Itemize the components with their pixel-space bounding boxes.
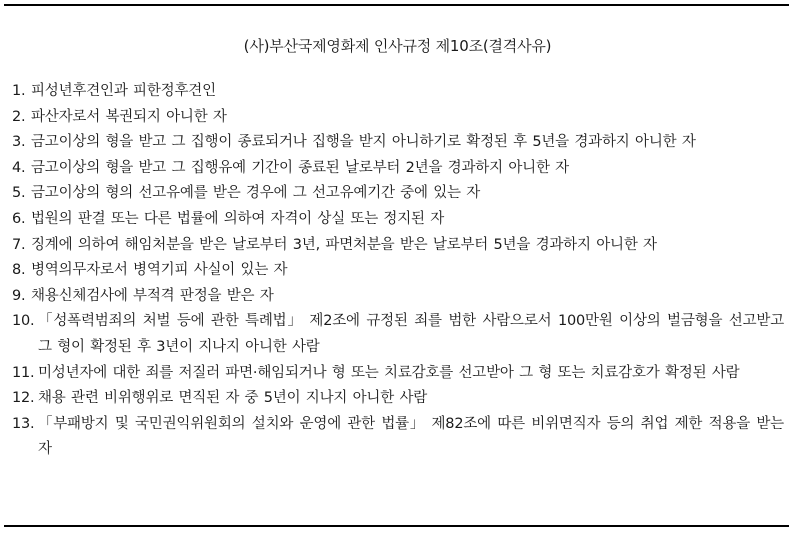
item-text: 금고이상의 형을 받고 그 집행이 종료되거나 집행을 받지 아니하기로 확정된 후 5년을 경과하지 아니한 자 <box>31 134 696 151</box>
item-text: 법원의 판결 또는 다른 법률에 의하여 자격이 상실 또는 정지된 자 <box>31 210 445 227</box>
list-item <box>12 412 784 463</box>
item-text: 채용 관련 비위행위로 면직된 자 중 5년이 지나지 아니한 사람 <box>38 390 428 407</box>
list-item <box>12 130 784 156</box>
item-number: 13. <box>12 415 35 432</box>
item-text: 파산자로서 복권되지 아니한 자 <box>31 108 227 125</box>
list-item <box>12 207 784 233</box>
item-text: 피성년후견인과 피한정후견인 <box>31 83 216 99</box>
disqualification-list <box>12 79 784 463</box>
item-number: 2. <box>12 108 26 125</box>
item-number: 6. <box>12 210 26 227</box>
top-rule <box>4 4 789 6</box>
item-number: 8. <box>12 262 26 279</box>
list-item <box>12 258 784 284</box>
item-text: 「성폭력범죄의 처벌 등에 관한 특례법」 제2조에 규정된 죄를 범한 사람으로서 100만원 이상의 벌금형을 선고받고 그 형이 확정된 후 3년이 지나지 아니한 사람 <box>38 313 784 355</box>
list-item <box>12 105 784 131</box>
item-number: 1. <box>12 83 26 99</box>
list-item <box>12 309 784 360</box>
item-number: 3. <box>12 134 26 151</box>
list-item <box>12 233 784 259</box>
list-item <box>12 361 784 387</box>
list-item <box>12 156 784 182</box>
item-text: 채용신체검사에 부적격 판정을 받은 자 <box>31 287 274 304</box>
item-number: 4. <box>12 159 26 176</box>
document-title: (사)부산국제영화제 인사규정 제10조(결격사유) <box>243 37 552 55</box>
item-number: 5. <box>12 185 26 202</box>
item-number: 11. <box>12 364 35 381</box>
item-number: 7. <box>12 236 26 253</box>
item-number: 10. <box>12 313 35 330</box>
item-number: 12. <box>12 390 35 407</box>
item-text: 병역의무자로서 병역기피 사실이 있는 자 <box>31 262 288 279</box>
bottom-rule <box>4 525 789 527</box>
list-item <box>12 386 784 412</box>
list-item <box>12 284 784 310</box>
item-text: 미성년자에 대한 죄를 저질러 파면·해임되거나 형 또는 치료감호를 선고받아 그 형 또는 치료감호가 확정된 사람 <box>38 364 740 381</box>
item-text: 징계에 의하여 해임처분을 받은 날로부터 3년, 파면처분을 받은 날로부터 5년을 경과하지 아니한 자 <box>31 236 657 253</box>
item-text: 금고이상의 형을 받고 그 집행유예 기간이 종료된 날로부터 2년을 경과하지 아니한 자 <box>31 159 569 176</box>
item-text: 「부패방지 및 국민권익위원회의 설치와 운영에 관한 법률」 제82조에 따른 비위면직자 등의 취업 제한 적용을 받는 자 <box>38 415 784 458</box>
list-item <box>12 79 784 105</box>
item-text: 금고이상의 형의 선고유예를 받은 경우에 그 선고유예기간 중에 있는 자 <box>31 185 481 202</box>
item-number: 9. <box>12 287 26 304</box>
list-item <box>12 181 784 207</box>
